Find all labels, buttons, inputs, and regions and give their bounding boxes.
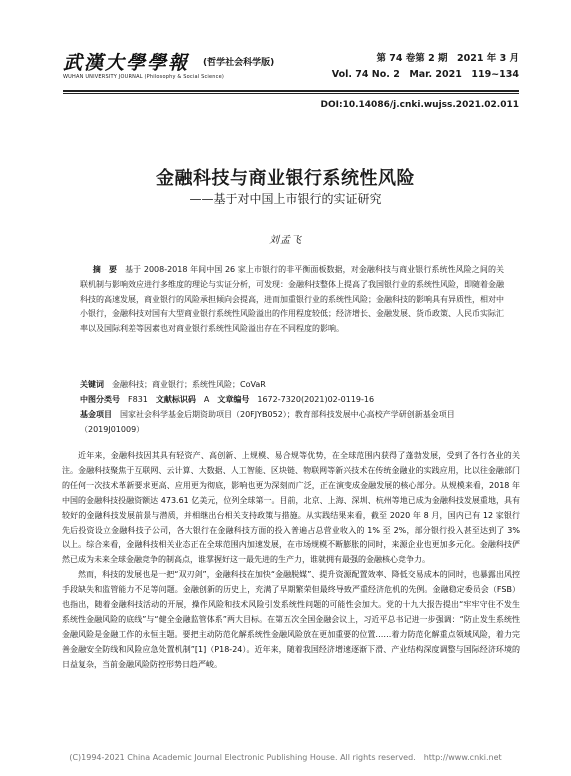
abstract-label: 摘 要 xyxy=(92,265,118,274)
journal-name-en: WUHAN UNIVERSITY JOURNAL (Philosophy & Social Science) xyxy=(63,74,225,80)
header-rule xyxy=(63,90,519,92)
issue-info-cn: 第 74 卷第 2 期 2021 年 3 月 xyxy=(376,53,519,64)
header-rule-thin xyxy=(63,93,519,94)
body-text xyxy=(62,449,520,673)
doc-code-label: 文献标识码 xyxy=(155,395,196,404)
article-subtitle: ——基于对中国上市银行的实证研究 xyxy=(189,192,382,206)
abstract xyxy=(80,263,504,337)
abstract-text: 基于 2008-2018 年间中国 26 家上市银行的非平衡面板数据，对金融科技与商业银行系统性风险之间的关联机制与影响效应进行多维度的理论与实证分析，可发现：金融科技整体上提高了我国银行业的系统性风险，即随着金融科技的高速发展，商业银行的风险承担倾向会提高，进而加重银行业的系统性风险；金融科技的影响具有异质性，相对中小银行，金融科技对国有大型商业银行系统性风险溢出的作用程度较低；经济增长、金融发展、货币政策、人民币实际汇率以及国际利差等因素也对商业银行系统性风险溢出存在不同程度的影响。 xyxy=(80,265,505,334)
article-no: 1672-7320(2021)02-0119-16 xyxy=(257,395,375,404)
issue-info-en: Vol. 74 No. 2 Mar. 2021 119~134 xyxy=(331,69,519,80)
fund-text: 国家社会科学基金后期资助项目（20FJYB052）；教育部科技发展中心高校产学研创新基金项目（2019J01009） xyxy=(80,410,455,434)
article-title: 金融科技与商业银行系统性风险 xyxy=(156,168,415,189)
classification-line xyxy=(80,393,504,408)
author: 刘孟飞 xyxy=(269,235,302,246)
journal-edition: (哲学社会科学版) xyxy=(203,58,275,68)
clc-label: 中图分类号 xyxy=(80,395,120,404)
body-paragraph: 然而，科技的发展也是一把“双刃剑”，金融科技在加快“金融脱媒”、提升资源配置效率、降低交易成本的同时，也暴露出风控手段缺失和监管能力不足等问题。金融创新的历史上，充满了早期繁荣但最终导致严重经济危机的先例。金融稳定委员会（FSB）也指出，随着金融科技活动的开展，操作风险和技术风险引发系统性问题的可能性会加大。党的十九大报告提出“牢牢守住不发生系统性金融风险的底线”与“健全金融监管体系”两大目标。在第五次全国金融会议上，习近平总书记进一步强调：“防止发生系统性金融风险是金融工作的永恒主题。要把主动防范化解系统性金融风险放在更加重要的位置……着力防范化解重点领域风险，着力完善金融安全防线和风险应急处置机制”[1]（P18-24）。近年来，随着我国经济增速逐渐下滑、产业结构深度调整与国际经济环境的日益复杂，当前金融风险防控形势日趋严峻。 xyxy=(62,570,520,669)
article-no-label: 文章编号 xyxy=(217,395,250,404)
fund-label: 基金项目 xyxy=(80,410,112,419)
body-paragraph: 近年来，金融科技因其具有轻资产、高创新、上规模、易合规等优势，在全球范围内获得了蓬勃发展，受到了各行各业的关注。金融科技聚焦于互联网、云计算、大数据、人工智能、区块链、物联网等新兴技术在传统金融业的实践应用，比以往金融部门的任何一次技术革新要求更高、应用更为彻底，影响也更为深刻而广泛，正在演变成金融发展的核心部分。从规模来看，2018 年中国的金融科技投融资额达 473.61 亿美元，位列全球第一。目前，北京、上海、深圳、杭州等地已成为金融科技发展重地，具有较好的金融科技发展前景与潜质，并相继出台相关支持政策与措施。从实践结果来看，截至 2020 年 8 月，国内已有 12 家银行先后投资设立金融科技子公司，各大银行在金融科技方面的投入普遍占总营业收入的 1% 至 2%，部分银行投入甚至达到了 3% 以上。综合来看，金融科技相关业态正在全球范围内加速发展，在市场规模不断膨胀的同时，来源企业也更加多元化。金融科技俨然已成为未来全球金融竞争的制高点，谁掌握好这一最先进的生产力，谁就拥有最强的金融核心竞争力。 xyxy=(62,451,520,565)
journal-header xyxy=(63,48,519,88)
doc-code: A xyxy=(203,395,210,404)
clc-code: F831 xyxy=(128,395,148,404)
fund-line xyxy=(80,408,504,438)
keywords-line xyxy=(80,378,504,393)
journal-logo: 武漢大學學報 xyxy=(63,52,190,74)
keywords: 金融科技；商业银行；系统性风险；CoVaR xyxy=(112,380,266,389)
keywords-label: 关键词 xyxy=(80,380,104,389)
doi: DOI:10.14086/j.cnki.wujss.2021.02.011 xyxy=(320,100,519,110)
copyright-footer: (C)1994-2021 China Academic Journal Electronic Publishing House. All rights reserved. http://www.cnki.net xyxy=(69,753,502,762)
